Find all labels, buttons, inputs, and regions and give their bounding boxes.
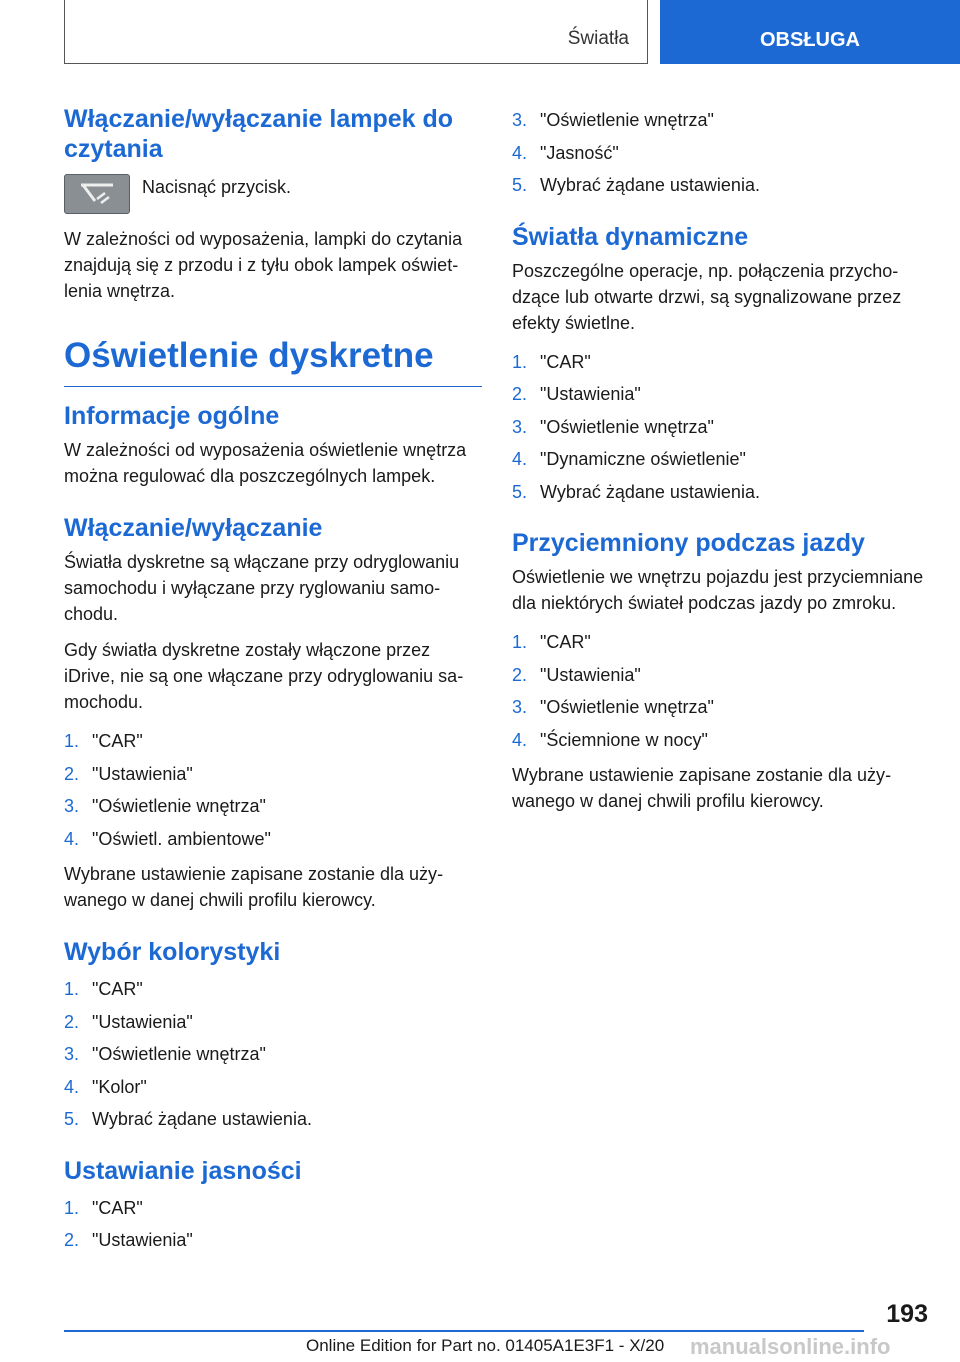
dimmed-note: Wybrane ustawienie zapisane zostanie dla używanego w danej chwili profilu kierowcy. [512, 765, 892, 811]
footer-edition: Online Edition for Part no. 01405A1E3F1 - X/20 [306, 1336, 665, 1355]
footer-divider [64, 1330, 864, 1332]
list-item: 4. "Oświetl. ambientowe" [64, 828, 271, 849]
list-item: 4. "Dynamiczne oświetlenie" [512, 449, 746, 469]
list-item: 4. "Kolor" [64, 1076, 147, 1097]
list-item: 3. "Oświetlenie wnętrza" [64, 1044, 266, 1065]
list-item: 1. "CAR" [512, 351, 591, 372]
onoff-text-2: Gdy światła dyskretne zostały włączone przez iDrive, nie są one włączane przy odryglowaniu samochodu. [64, 640, 464, 713]
list-item: 1. "CAR" [512, 632, 591, 652]
reading-lamp-text: W zależności od wyposażenia, lampki do czytania znajdują się z przodu i z tyłu obok lampek oświetlenia wnętrza. [64, 229, 463, 301]
reading-lamp-heading: Włączanie/wyłączanie lampek do czytania [64, 105, 454, 163]
list-item: 1. "CAR" [64, 731, 143, 752]
list-item: 1. "CAR" [64, 1197, 143, 1218]
general-info-heading: Informacje ogólne [64, 402, 280, 431]
header-section-box [64, 0, 648, 64]
ambient-lighting-heading: Oświetlenie dyskretne [64, 336, 482, 387]
onoff-text-1: Światła dyskretne są włączane przy odryglowaniu samochodu i wyłączane przy ryglowaniu samochodu. [64, 552, 460, 625]
brightness-steps-continued [512, 104, 930, 202]
list-item: 5. Wybrać żądane ustawienia. [512, 481, 760, 502]
list-item: 3. "Oświetlenie wnętrza" [512, 110, 714, 130]
list-item: 4. "Jasność" [512, 142, 619, 163]
left-column [64, 104, 482, 1263]
reading-lamp-button-caption: Nacisnąć przycisk. [142, 177, 292, 197]
list-item: 2. "Ustawienia" [512, 384, 641, 404]
brightness-heading: Ustawianie jasności [64, 1156, 302, 1185]
dynamic-heading: Światła dynamiczne [512, 222, 749, 251]
dimmed-heading: Przyciemniony podczas jazdy [512, 529, 865, 557]
list-item: 1. "CAR" [64, 979, 143, 1000]
right-column [512, 104, 930, 824]
list-item: 5. Wybrać żądane ustawienia. [64, 1109, 312, 1130]
color-steps [64, 973, 482, 1136]
header-section-title: Światła [567, 28, 629, 49]
general-info-text: W zależności od wyposażenia oświetlenie wnętrza można regulować dla poszczególnych lampek. [64, 440, 467, 487]
list-item: 4. "Ściemnione w nocy" [512, 729, 708, 750]
dynamic-text: Poszczególne operacje, np. połączenia przychodzące lub otwarte drzwi, są sygnalizowane przez efekty świetlne. [512, 260, 902, 333]
reading-lamp-icon [64, 174, 130, 214]
watermark: manualsonline.info [690, 1334, 891, 1359]
list-item: 2. "Ustawienia" [64, 1011, 193, 1032]
page-number: 193 [886, 1300, 928, 1328]
onoff-steps [64, 725, 482, 855]
list-item: 3. "Oświetlenie wnętrza" [512, 697, 714, 717]
list-item: 2. "Ustawienia" [512, 664, 641, 685]
list-item: 3. "Oświetlenie wnętrza" [64, 796, 266, 817]
color-heading: Wybór kolorystyki [64, 938, 281, 967]
list-item: 5. Wybrać żądane ustawienia. [512, 175, 760, 195]
onoff-heading: Włączanie/wyłączanie [64, 514, 323, 543]
list-item: 3. "Oświetlenie wnętrza" [512, 416, 714, 437]
header-chapter-tab: OBSŁUGA [660, 0, 960, 64]
dynamic-steps [512, 346, 930, 509]
reading-lamp-button-row [64, 174, 482, 214]
list-item: 2. "Ustawienia" [64, 763, 193, 784]
brightness-steps [64, 1192, 482, 1257]
list-item: 2. "Ustawienia" [64, 1230, 193, 1251]
dimmed-text: Oświetlenie we wnętrzu pojazdu jest przyciemniane dla niektórych świateł podczas jazdy po zmroku. [512, 567, 924, 613]
dimmed-steps [512, 626, 930, 756]
onoff-note: Wybrane ustawienie zapisane zostanie dla używanego w danej chwili profilu kierowcy. [64, 864, 444, 911]
